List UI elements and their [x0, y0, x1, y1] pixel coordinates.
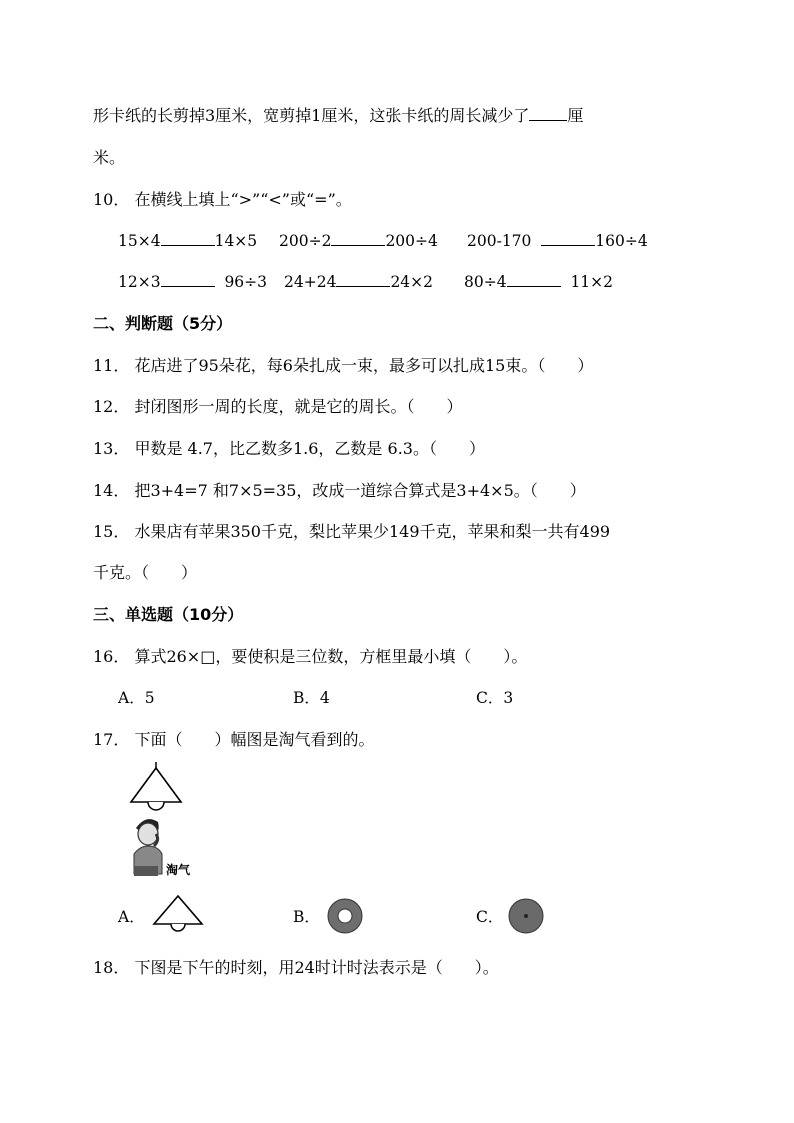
- q10-item-6: [464, 272, 613, 292]
- q9-blank: [529, 106, 567, 121]
- q11: 11． 花店进了95朵花，每6朵扎成一束，最多可以扎成15束。（ ）: [93, 356, 594, 375]
- q10-item-1-right: 14×5: [214, 232, 258, 250]
- q15-line1: 15． 水果店有苹果350千克，梨比苹果少149千克，苹果和梨一共有499: [93, 522, 611, 541]
- section-3-title: 三、单选题（10分）: [93, 605, 244, 624]
- q17-option-c-label: C．: [476, 908, 504, 926]
- q10-item-3-right: 160÷4: [595, 232, 648, 250]
- q10-item-1-left: 15×4: [118, 232, 161, 250]
- q17-option-a-label: A．: [118, 908, 145, 926]
- q16: 16． 算式26×□，要使积是三位数，方框里最小填（ ）。: [93, 647, 528, 666]
- q10-item-5: [284, 272, 433, 292]
- q15-line2: 千克。（ ）: [93, 563, 198, 582]
- q10-item-5-left: 24+24: [284, 273, 337, 291]
- q14: 14． 把3+4=7 和7×5=35，改成一道综合算式是3+4×5。（ ）: [93, 481, 586, 500]
- q10-item-1: [118, 231, 257, 251]
- q17-option-b-ring-icon: [326, 897, 364, 935]
- q10-item-5-blank: [336, 272, 390, 287]
- q10-item-6-left: 80÷4: [464, 273, 507, 291]
- q10-question: 10． 在横线上填上“>”“<”或“=”。: [93, 190, 352, 209]
- boy-figure: [134, 819, 162, 876]
- q10-item-5-right: 24×2: [390, 273, 434, 291]
- q17-option-a: [118, 907, 145, 927]
- q10-item-2-left: 200÷2: [279, 232, 332, 250]
- q10-item-2-blank: [331, 231, 385, 246]
- q17: 17． 下面（ ）幅图是淘气看到的。: [93, 730, 375, 749]
- q13: 13． 甲数是 4.7，比乙数多1.6，乙数是 6.3。（ ）: [93, 439, 485, 458]
- q10-item-3-left: 200-170: [467, 232, 532, 250]
- q10-item-3-blank: [541, 231, 595, 246]
- q17-option-b: [293, 907, 320, 927]
- q17-option-c-disc-icon: [507, 897, 545, 935]
- q16-option-a: A．5: [118, 689, 155, 707]
- q10-item-6-blank: [507, 272, 561, 287]
- q17-person-label: 淘气: [166, 863, 191, 877]
- q12: 12． 封闭图形一周的长度，就是它的周长。（ ）: [93, 397, 463, 416]
- q16-option-b: B．4: [293, 689, 330, 707]
- q10-item-4-left: 12×3: [118, 273, 161, 291]
- q10-item-3: [467, 231, 648, 251]
- q17-option-a-lamp-icon: [152, 894, 204, 938]
- q9-text: 形卡纸的长剪掉3厘米，宽剪掉1厘米，这张卡纸的周长减少了: [93, 106, 530, 125]
- q16-option-c: C．3: [476, 689, 514, 707]
- q17-scene-figure: [120, 762, 212, 882]
- q17-option-b-label: B．: [293, 908, 320, 926]
- q9-line2: 米。: [93, 148, 126, 167]
- q9-unit: 厘: [567, 106, 584, 125]
- q10-item-4-right: 96÷3: [224, 273, 268, 291]
- lamp-side-view: [131, 762, 181, 810]
- q9-line1: [93, 106, 583, 126]
- q10-item-4-blank: [161, 272, 215, 287]
- q10-item-2: [279, 231, 438, 251]
- section-2-title: 二、判断题（5分）: [93, 314, 233, 333]
- q18: 18． 下图是下午的时刻，用24时计时法表示是（ ）。: [93, 958, 499, 977]
- q10-item-4: [118, 272, 267, 292]
- q10-item-6-right: 11×2: [570, 273, 614, 291]
- q10-item-2-right: 200÷4: [385, 232, 438, 250]
- q10-item-1-blank: [161, 231, 215, 246]
- q17-option-c: [476, 907, 503, 927]
